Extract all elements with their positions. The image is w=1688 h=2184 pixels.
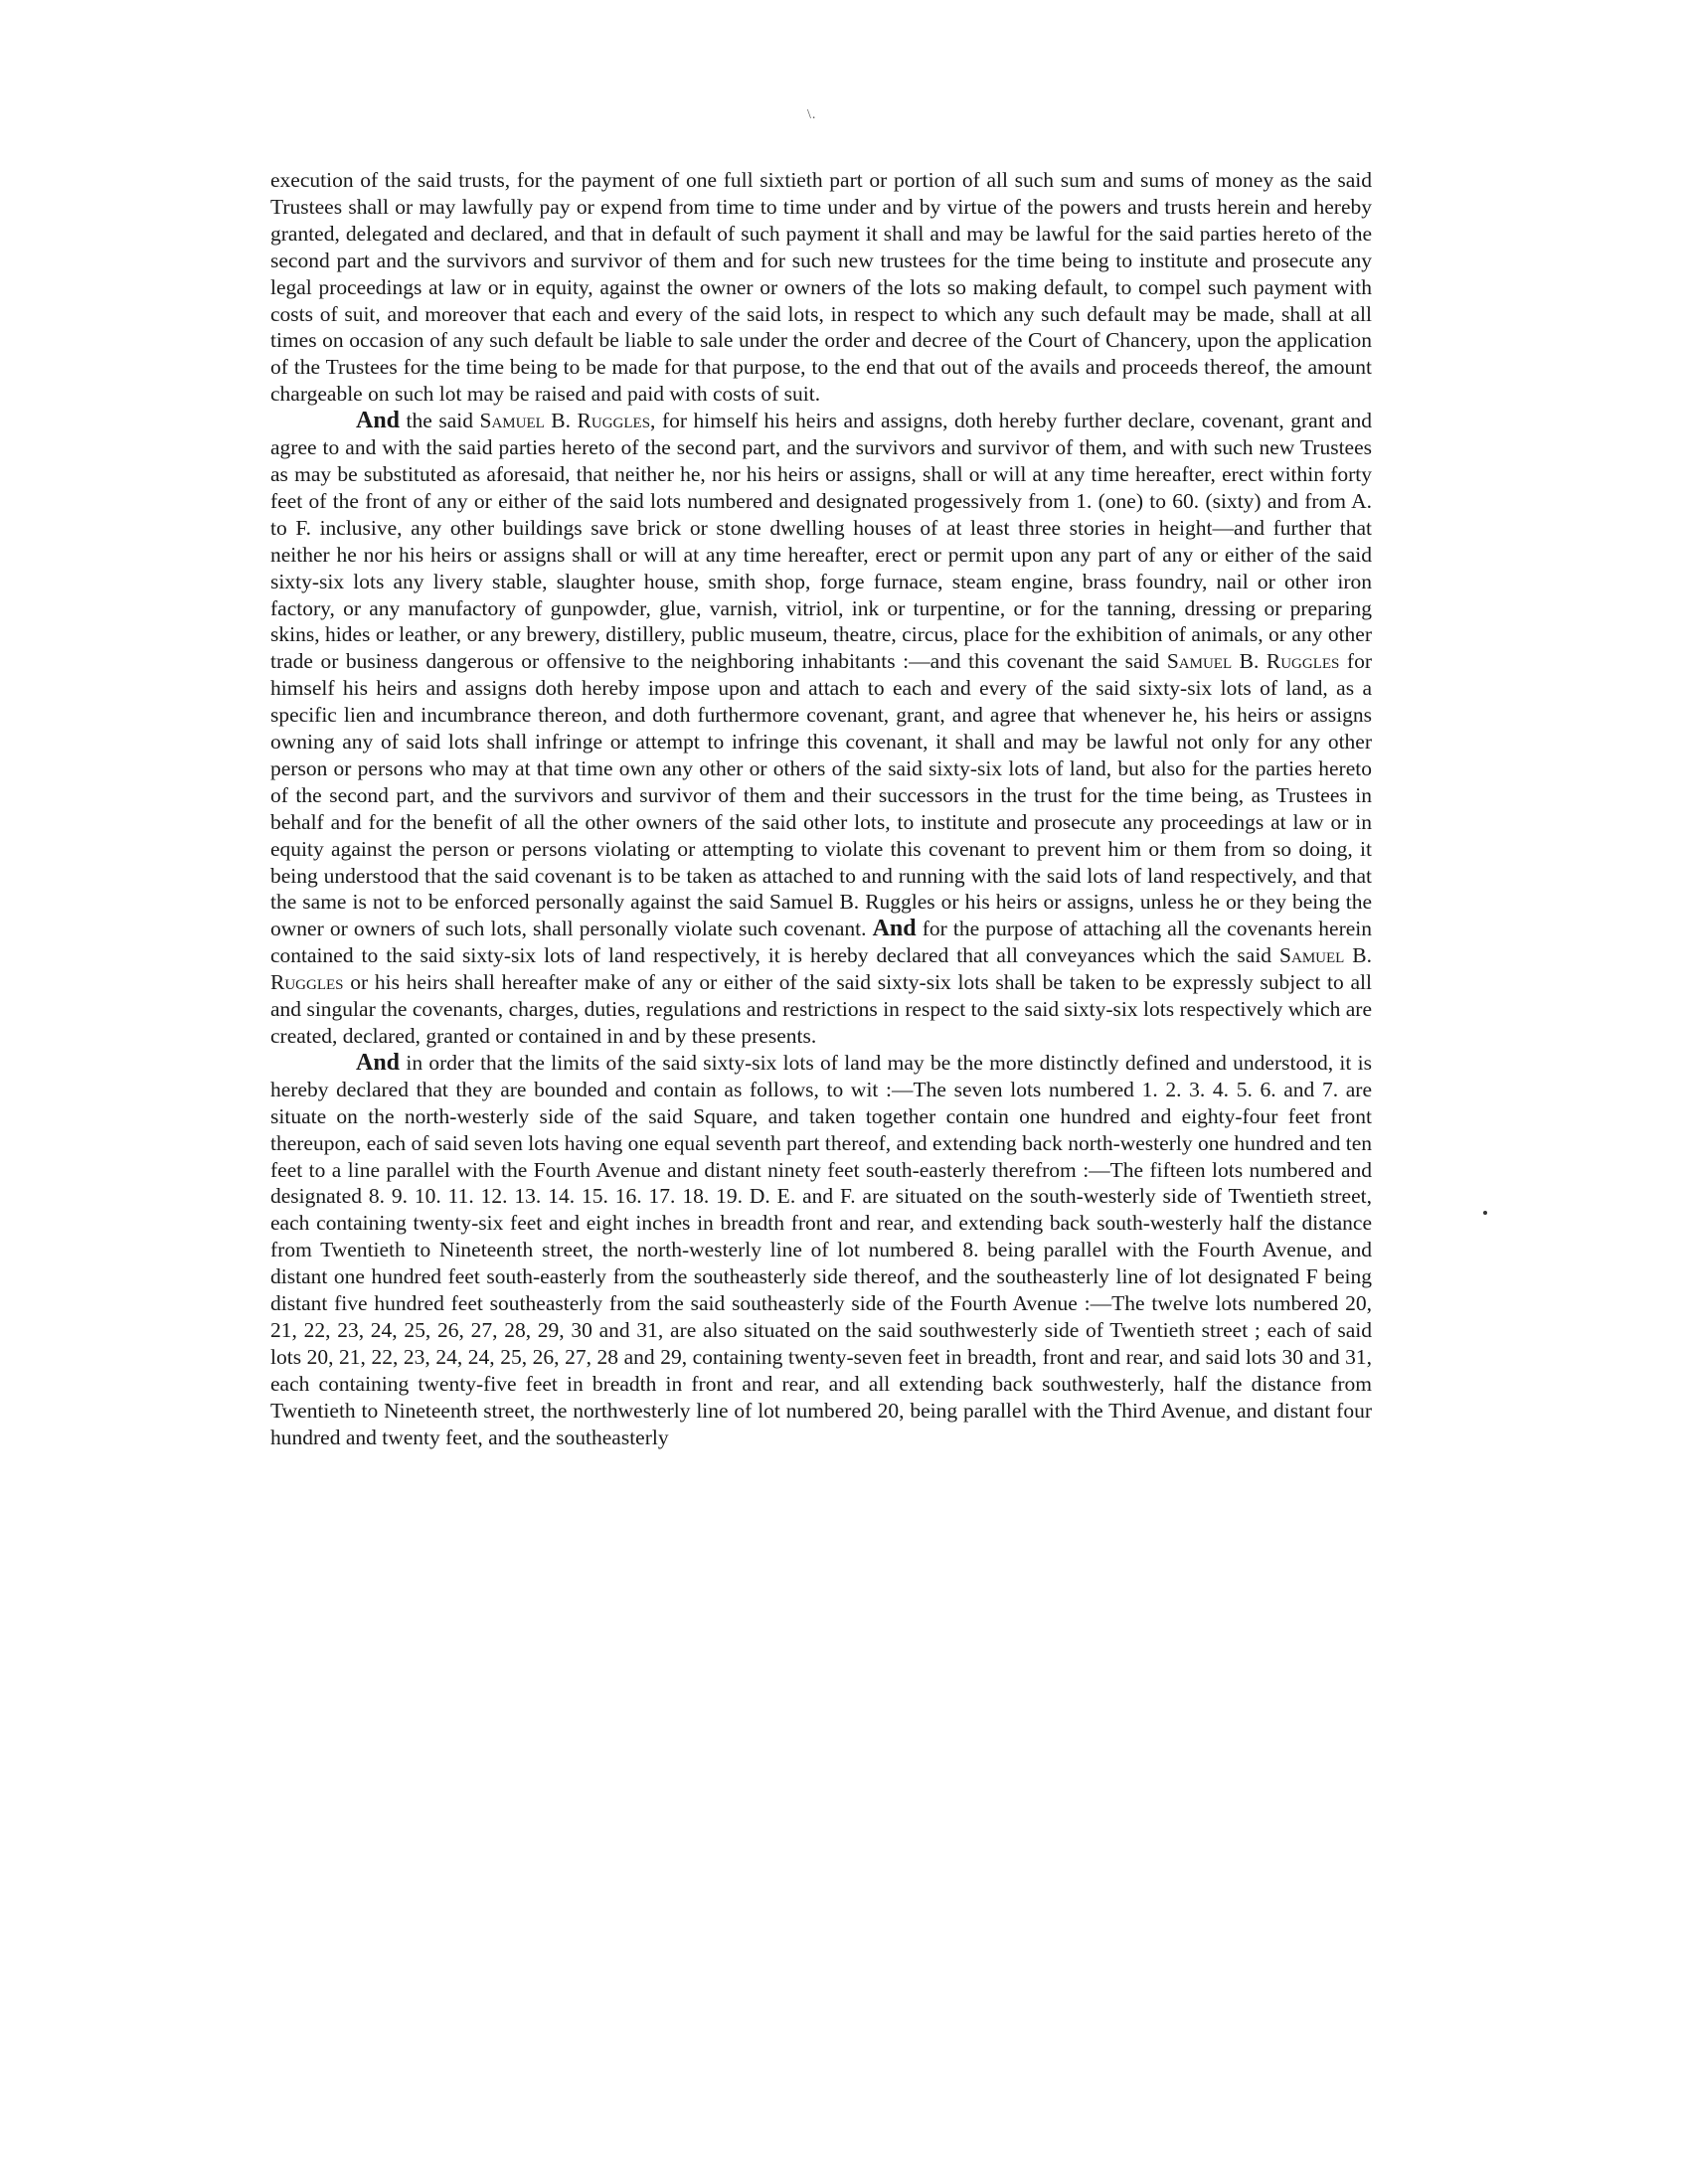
paragraph-lead: And [356,408,401,434]
paragraph-text: or his heirs shall hereafter make of any or either of the said sixty-six lots shall be taken to be expressly subject to all and singular the covenants, charges, duties, regulations and restrictions in respect to the said sixty-six lots respectively which are created, declared, granted or contained in and by these presents. [270,970,1372,1048]
paragraph-lead: And [356,1049,401,1076]
grantor-name: Samuel B. Ruggles [270,943,1372,995]
document-body [270,167,1372,1451]
paragraph-covenant-buildings [270,408,1372,1050]
paragraph-text: for the purpose of attaching all the covenants herein contained to the said sixty-six lots of land respectively, it is hereby declared that all conveyances which the said [270,917,1372,968]
margin-dot [1483,1211,1487,1215]
paragraph-text: execution of the said trusts, for the payment of one full sixtieth part or portion of all such sum and sums of money as the said Trustees shall or may lawfully pay or expend from time to time under and by virtue of the powers and trusts herein and hereby granted, delegated and declared, and that in default of such payment it shall and may be lawful for the said parties hereto of the second part and the survivors and survivor of them and for such new trustees for the time being to institute and prosecute any legal proceedings at law or in equity, against the owner or owners of the lots so making default, to compel such payment with costs of suit, and moreover that each and every of the said lots, in respect to which any such default may be made, shall at all times on occasion of any such default be liable to sale under the order and decree of the Court of Chancery, upon the application of the Trustees for the time being to be made for that purpose, to the end that out of the avails and proceeds thereof, the amount chargeable on such lot may be raised and paid with costs of suit. [270,168,1372,407]
paragraph-text: in order that the limits of the said sixty-six lots of land may be the more distinctly defined and understood, it is hereby declared that they are bounded and contain as follows, to wit :—The seven lots numbered 1. 2. 3. 4. 5. 6. and 7. are situate on the north-westerly side of the said Square, and taken together contain one hundred and eighty-four feet front thereupon, each of said seven lots having one equal seventh part thereof, and extending back north-westerly one hundred and ten feet to a line parallel with the Fourth Avenue and distant ninety feet south-easterly therefrom :—The fifteen lots numbered and designated 8. 9. 10. 11. 12. 13. 14. 15. 16. 17. 18. 19. D. E. and F. are situated on the south-westerly side of Twentieth street, each containing twenty-six feet and eight inches in breadth front and rear, and extending back south-westerly half the distance from Twentieth to Nineteenth street, the north-westerly line of lot numbered 8. being parallel with the Fourth Avenue, and distant one hundred feet south-easterly from the southeasterly side thereof, and the southeasterly line of lot designated F being distant five hundred feet southeasterly from the said southeasterly side of the Fourth Avenue :—The twelve lots numbered 20, 21, 22, 23, 24, 25, 26, 27, 28, 29, 30 and 31, are also situated on the said southwesterly side of Twentieth street ; each of said lots 20, 21, 22, 23, 24, 24, 25, 26, 27, 28 and 29, containing twenty-seven feet in breadth, front and rear, and said lots 30 and 31, each containing twenty-five feet in breadth in front and rear, and all extending back southwesterly, half the distance from Twentieth to Nineteenth street, the northwesterly line of lot numbered 20, being parallel with the Third Avenue, and distant four hundred and twenty feet, and the southeasterly [270,1050,1372,1449]
page-top-mark: \. [807,107,817,122]
grantor-name: Samuel B. Ruggles [1166,649,1340,674]
paragraph-trust-payment [270,167,1372,408]
paragraph-text: for himself his heirs and assigns doth hereby impose upon and attach to each and every of the said sixty-six lots of land, as a specific lien and incumbrance thereon, and doth furthermore covenant, grant, and agree that whenever he, his heirs or assigns owning any of said lots shall infringe or attempt to infringe this covenant, it shall and may be lawful not only for any other person or persons who may at that time own any other or others of the said sixty-six lots of land, but also for the parties hereto of the second part, and the survivors and survivor of them and their successors in the trust for the time being, as Trustees in behalf and for the benefit of all the other owners of the said other lots, to institute and prosecute any proceedings at law or in equity against the person or persons violating or attempting to violate this covenant to prevent him or them from so doing, it being understood that the said covenant is to be taken as attached to and running with the said lots of land respectively, and that the same is not to be enforced personally against the said Samuel B. Ruggles or his heirs or assigns, unless he or they being the owner or owners of such lots, shall personally violate such covenant. [270,649,1372,941]
grantor-name: Samuel B. Ruggles [479,409,651,433]
paragraph-text: the said [400,409,480,433]
paragraph-lot-limits [270,1050,1372,1451]
inline-lead: And [872,916,917,942]
paragraph-text: , for himself his heirs and assigns, doth hereby further declare, covenant, grant and agree to and with the said parties hereto of the second part, and the survivors and survivor of them, and with such new Trustees as may be substituted as aforesaid, that neither he, nor his heirs or assigns, shall or will at any time hereafter, erect within forty feet of the front of any or either of the said lots numbered and designated progessively from 1. (one) to 60. (sixty) and from A. to F. inclusive, any other buildings save brick or stone dwelling houses of at least three stories in height—and further that neither he nor his heirs or assigns shall or will at any time hereafter, erect or permit upon any part of any or either of the said sixty-six lots any livery stable, slaughter house, smith shop, forge furnace, steam engine, brass foundry, nail or other iron factory, or any manufactory of gunpowder, glue, varnish, vitriol, ink or turpentine, or for the tanning, dressing or preparing skins, hides or leather, or any brewery, distillery, public museum, theatre, circus, place for the exhibition of animals, or any other trade or business dangerous or offensive to the neighboring inhabitants :—and this covenant the said [270,409,1372,674]
